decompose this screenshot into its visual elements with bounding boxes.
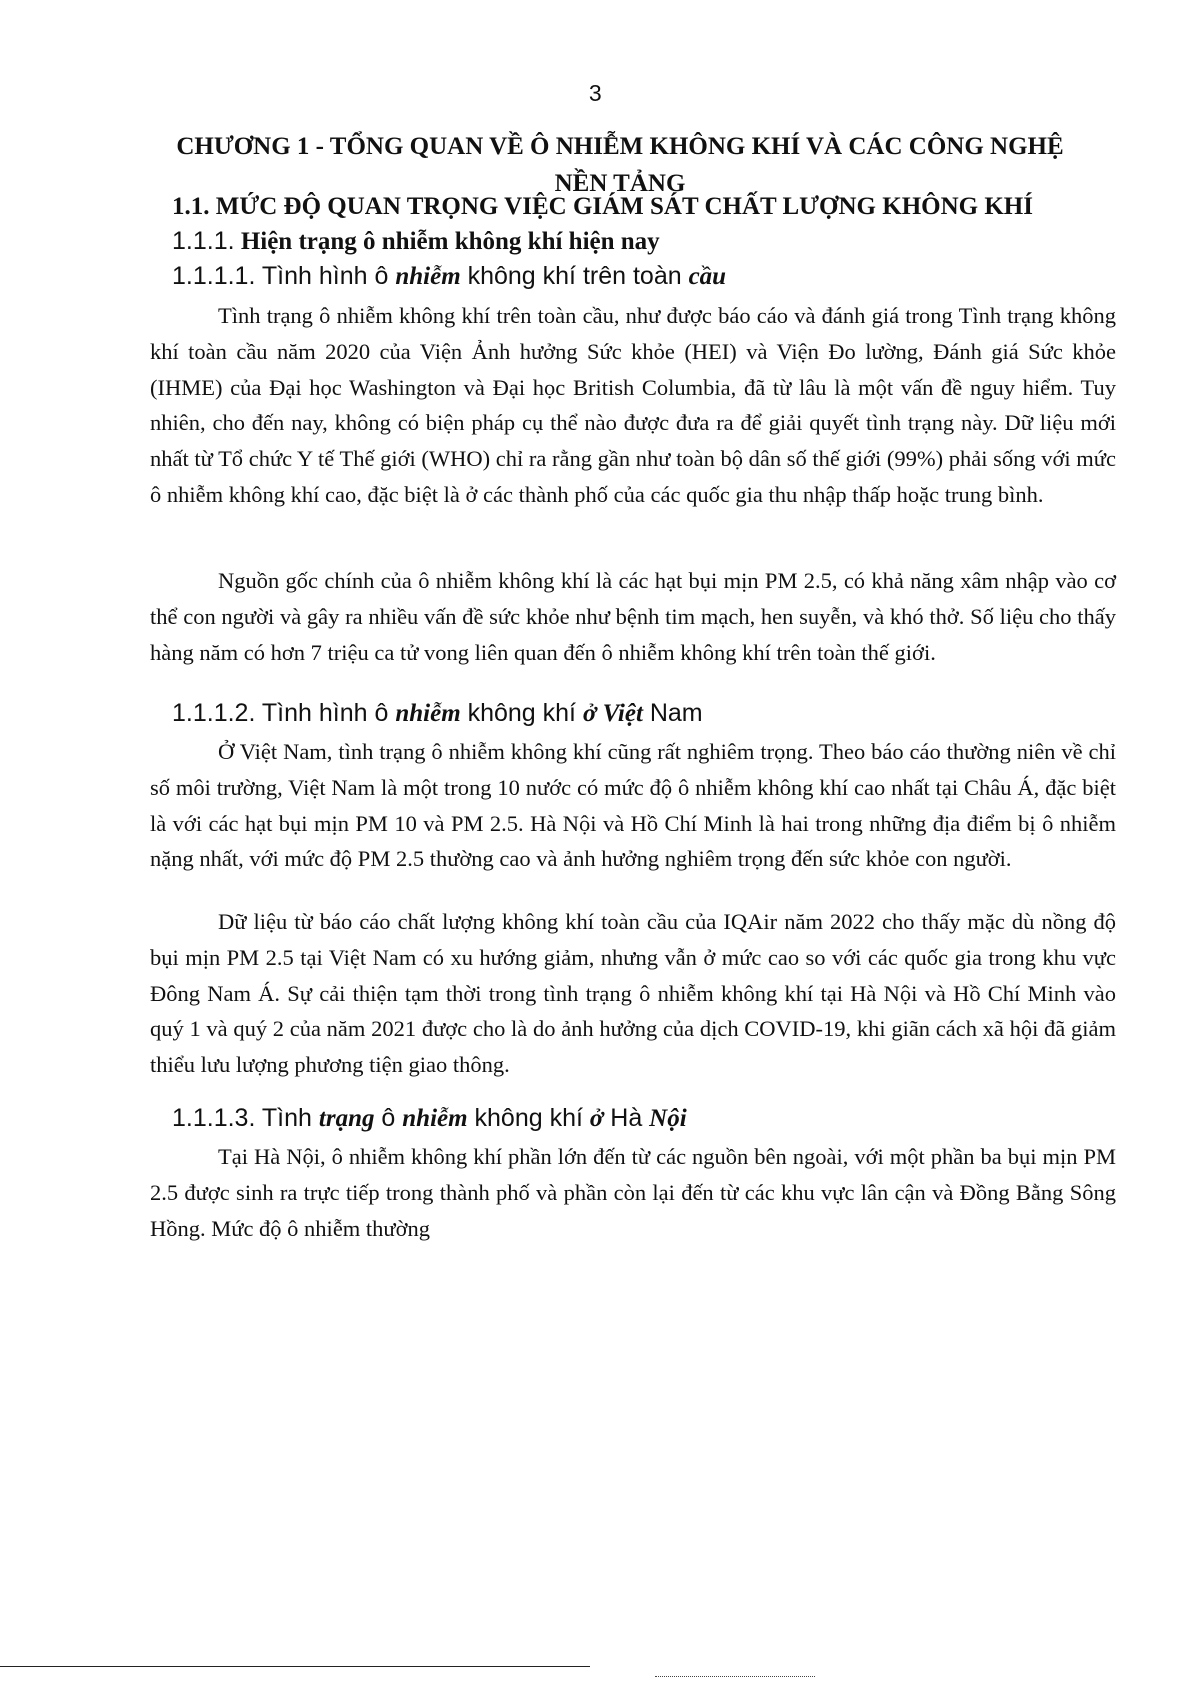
page-number: 3	[588, 80, 603, 106]
paragraph: Ở Việt Nam, tình trạng ô nhiễm không khí cũng rất nghiêm trọng. Theo báo cáo thường niên về chỉ số môi trường, Việt Nam là một trong 10 nước có mức độ ô nhiễm không khí cao nhất tại Châu Á, đặc biệt là với các hạt bụi mịn PM 10 và PM 2.5. Hà Nội và Hồ Chí Minh là hai trong những địa điểm bị ô nhiễm nặng nhất, với mức độ PM 2.5 thường cao và ảnh hưởng nghiêm trọng đến sức khỏe con người.	[150, 739, 1116, 872]
section-heading-1-1-1-2	[172, 699, 703, 728]
section-title-emphasis: nhiễm	[395, 263, 461, 290]
paragraph: Dữ liệu từ báo cáo chất lượng không khí toàn cầu của IQAir năm 2022 cho thấy mặc dù nồng độ bụi mịn PM 2.5 tại Việt Nam có xu hướng giảm, nhưng vẫn ở mức cao so với các quốc gia trong khu vực Đông Nam Á. Sự cải thiện tạm thời trong tình trạng ô nhiễm không khí tại Hà Nội và Hồ Chí Minh vào quý 1 và quý 2 của năm 2021 được cho là do ảnh hưởng của dịch COVID-19, khi giãn cách xã hội đã giảm thiểu lưu lượng phương tiện giao thông.	[150, 909, 1116, 1078]
section-title-prefix: Tình hình ô	[261, 262, 396, 290]
section-number: 1.1.1.1.	[172, 262, 256, 290]
section-title-emphasis: nhiễm	[395, 700, 461, 727]
section-title-middle: không khí trên toàn	[460, 262, 689, 290]
section-title-middle: ô	[374, 1104, 403, 1132]
section-title-emphasis-2: nhiễm	[402, 1105, 468, 1132]
section-title-emphasis-2: ở Việt	[582, 700, 643, 727]
section-title-emphasis-3: ở	[589, 1105, 604, 1132]
section-title-prefix: Tình hình ô	[261, 699, 396, 727]
section-heading-1-1-1-1	[172, 262, 726, 291]
footer-rule	[0, 1666, 590, 1667]
section-title-middle: không khí	[460, 699, 583, 727]
section-number: 1.1.1.2.	[172, 699, 256, 727]
section-number: 1.1.1.3.	[172, 1104, 256, 1132]
section-heading-1-1-1-3	[172, 1104, 687, 1133]
section-title-middle-2: không khí	[467, 1104, 590, 1132]
paragraph: Nguồn gốc chính của ô nhiễm không khí là các hạt bụi mịn PM 2.5, có khả năng xâm nhập vào cơ thể con người và gây ra nhiều vấn đề sức khỏe như bệnh tim mạch, hen suyễn, và khó thở. Số liệu cho thấy hàng năm có hơn 7 triệu ca tử vong liên quan đến ô nhiễm không khí trên toàn thế giới.	[150, 568, 1116, 665]
section-number: 1.1.	[172, 193, 210, 220]
footer-dotted-rule	[655, 1676, 815, 1677]
section-title-end: Nội	[649, 1105, 687, 1132]
section-title-emphasis: trạng	[318, 1105, 375, 1132]
chapter-title: CHƯƠNG 1 - TỔNG QUAN VỀ Ô NHIỄM KHÔNG KHÍ VÀ CÁC CÔNG NGHỆ NỀN TẢNG	[176, 133, 1064, 197]
section-heading-1-1	[172, 193, 1033, 221]
section-heading-1-1-1	[172, 227, 660, 256]
section-title-end: cầu	[688, 263, 727, 290]
section-title-end: Nam	[642, 699, 703, 727]
paragraph: Tình trạng ô nhiễm không khí trên toàn cầu, như được báo cáo và đánh giá trong Tình trạng không khí toàn cầu năm 2020 của Viện Ảnh hưởng Sức khỏe (HEI) và Viện Đo lường, Đánh giá Sức khỏe (IHME) của Đại học Washington và Đại học British Columbia, đã từ lâu là một vấn đề nguy hiểm. Tuy nhiên, cho đến nay, không có biện pháp cụ thể nào được đưa ra để giải quyết tình trạng này. Dữ liệu mới nhất từ Tổ chức Y tế Thế giới (WHO) chỉ ra rằng gần như toàn bộ dân số thế giới (99%) phải sống với mức ô nhiễm không khí cao, đặc biệt là ở các thành phố của các quốc gia thu nhập thấp hoặc trung bình.	[150, 303, 1116, 507]
section-number: 1.1.1.	[172, 227, 235, 255]
section-title: MỨC ĐỘ QUAN TRỌNG VIỆC GIÁM SÁT CHẤT LƯỢNG KHÔNG KHÍ	[215, 193, 1033, 220]
paragraph: Tại Hà Nội, ô nhiễm không khí phần lớn đến từ các nguồn bên ngoài, với một phần ba bụi mịn PM 2.5 được sinh ra trực tiếp trong thành phố và phần còn lại đến từ các khu vực lân cận và Đồng Bằng Sông Hồng. Mức độ ô nhiễm thường	[150, 1144, 1116, 1241]
section-title-prefix: Tình	[261, 1104, 319, 1132]
section-title: Hiện trạng ô nhiễm không khí hiện nay	[240, 228, 660, 255]
section-title-middle-3: Hà	[603, 1104, 650, 1132]
